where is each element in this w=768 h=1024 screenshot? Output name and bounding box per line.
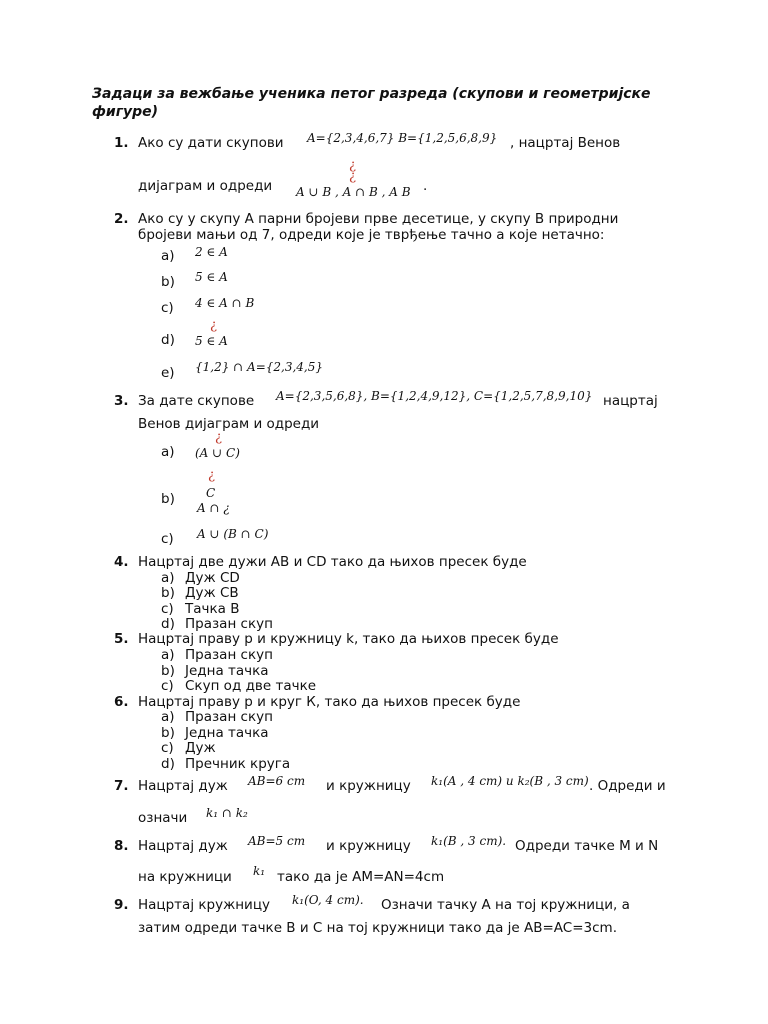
problem-2-item-d-expr: 5 ∈ A [195,334,228,348]
problem-2-item-d-label: d) [161,332,175,348]
problem-2-item-c-expr: 4 ∈ A ∩ B [195,296,255,310]
problem-5-item-a-text: Празан скуп [185,647,273,663]
problem-2-item-b-expr: 5 ∈ A [195,270,228,284]
problem-7-text-b: и кружницу [326,778,411,794]
problem-9-line2: затим одреди тачке В и С на тој кружници тако да је AB=AC=3cm. [138,920,617,936]
doc-title-line1: Задаци за вежбање ученика петог разреда (скупови и геометријске [92,86,651,102]
problem-2-line2: бројеви мањи од 7, одреди које је тврђење тачно а које нетачно: [138,227,605,243]
problem-2-line1: Ако су у скупу А парни бројеви прве десетице, у скупу В природни [138,211,619,227]
problem-9-number: 9. [114,897,129,913]
problem-1-expr-mark: ¿ [349,158,356,173]
problem-2-item-e-expr: {1,2} ∩ A={2,3,4,5} [195,360,324,374]
problem-5-item-c-label: c) [161,678,174,694]
problem-3-item-c-expr: A ∪ (B ∩ C) [197,527,269,541]
problem-2-item-d-mark: ¿ [210,318,217,333]
problem-3-item-a-expr: (A ∪ C) [195,446,240,460]
problem-1-dot: . [423,178,428,194]
problem-4-item-c-label: c) [161,601,174,617]
problem-2-number: 2. [114,211,129,227]
problem-9-text-b: Означи тачку А на тој кружници, а [381,897,630,913]
problem-3-text: За дате скупове [138,393,255,409]
problem-1-text-c: дијаграм и одреди [138,178,273,194]
problem-8-text-e: тако да је AM=AN=4cm [277,869,445,885]
problem-1-sets: A={2,3,4,6,7} B={1,2,5,6,8,9} [307,131,498,145]
problem-8-text-c: Одреди тачке M и N [515,838,659,854]
problem-6-text: Нацртај праву р и круг К, тако да њихов пресек буде [138,694,521,710]
problem-4-item-d-label: d) [161,616,175,632]
problem-7-expr1: AB=6 cm [248,774,306,788]
problem-2-item-a-expr: 2 ∈ A [195,245,228,259]
problem-4-number: 4. [114,554,129,570]
problem-1-text-b: , нацртај Венов [510,135,621,151]
problem-2-item-c-label: c) [161,300,174,316]
problem-2-item-e-label: e) [161,365,175,381]
problem-1-number: 1. [114,135,129,151]
problem-7-text-c: . Одреди и [589,778,666,794]
problem-4-text: Нацртај две дужи АВ и CD тако да њихов пресек буде [138,554,527,570]
problem-5-item-b-label: b) [161,663,175,679]
problem-8-expr1: AB=5 cm [248,834,306,848]
problem-6-item-a-text: Празан скуп [185,709,273,725]
problem-6-item-a-label: a) [161,709,175,725]
problem-3-item-b-mark: ¿ [208,468,215,483]
problem-7-expr2: k₁(A , 4 cm) u k₂(B , 3 cm) [431,774,589,788]
problem-3-item-c-label: c) [161,531,174,547]
problem-8-expr2: k₁(B , 3 cm). [431,834,507,848]
problem-3-item-a-mark: ¿ [215,430,222,445]
problem-4-item-a-label: a) [161,570,175,586]
problem-2-item-a-label: a) [161,248,175,264]
problem-6-item-d-text: Пречник круга [185,756,291,772]
problem-8-number: 8. [114,838,129,854]
problem-7-text-a: Нацртај дуж [138,778,228,794]
problem-8-expr3: k₁ [253,864,266,878]
problem-9-expr1: k₁(O, 4 cm). [292,893,364,907]
problem-3-item-b-label: b) [161,491,175,507]
problem-1-expr: A ∪ B , A ∩ B , A B [296,185,411,199]
problem-8-text-d: на кружници [138,869,232,885]
problem-1-text: Ако су дати скупови [138,135,284,151]
problem-5-item-c-text: Скуп од две тачке [185,678,317,694]
problem-4-item-c-text: Тачка В [185,601,240,617]
problem-4-item-b-text: Дуж CB [185,585,239,601]
problem-3-sets: A={2,3,5,6,8}, B={1,2,4,9,12}, C={1,2,5,7,8,9,10} [276,389,593,403]
problem-5-number: 5. [114,631,129,647]
problem-5-item-a-label: a) [161,647,175,663]
problem-8-text-b: и кружницу [326,838,411,854]
problem-7-number: 7. [114,778,129,794]
doc-title-line2: фигуре) [92,104,159,120]
problem-3-item-a-label: a) [161,444,175,460]
problem-6-number: 6. [114,694,129,710]
problem-4-item-d-text: Празан скуп [185,616,273,632]
problem-4-item-a-text: Дуж CD [185,570,240,586]
problem-7-expr3: k₁ ∩ k₂ [206,806,248,820]
problem-6-item-c-text: Дуж [185,740,216,756]
problem-7-text-d: означи [138,810,188,826]
problem-2-item-b-label: b) [161,274,175,290]
problem-3-item-b-expr: A ∩ ¿ [197,501,230,515]
problem-6-item-c-label: c) [161,740,174,756]
problem-5-item-b-text: Једна тачка [185,663,269,679]
problem-3-text-b: нацртај [603,393,658,409]
problem-6-item-d-label: d) [161,756,175,772]
problem-3-number: 3. [114,393,129,409]
problem-3-item-b-expr-top: C [206,486,216,500]
problem-3-line2: Венов дијаграм и одреди [138,416,320,432]
problem-4-item-b-label: b) [161,585,175,601]
problem-6-item-b-text: Једна тачка [185,725,269,741]
problem-5-text: Нацртај праву р и кружницу k, тако да њихов пресек буде [138,631,559,647]
problem-6-item-b-label: b) [161,725,175,741]
problem-8-text-a: Нацртај дуж [138,838,228,854]
problem-1-expr-mark2: ¿ [349,169,356,184]
problem-9-text-a: Нацртај кружницу [138,897,271,913]
